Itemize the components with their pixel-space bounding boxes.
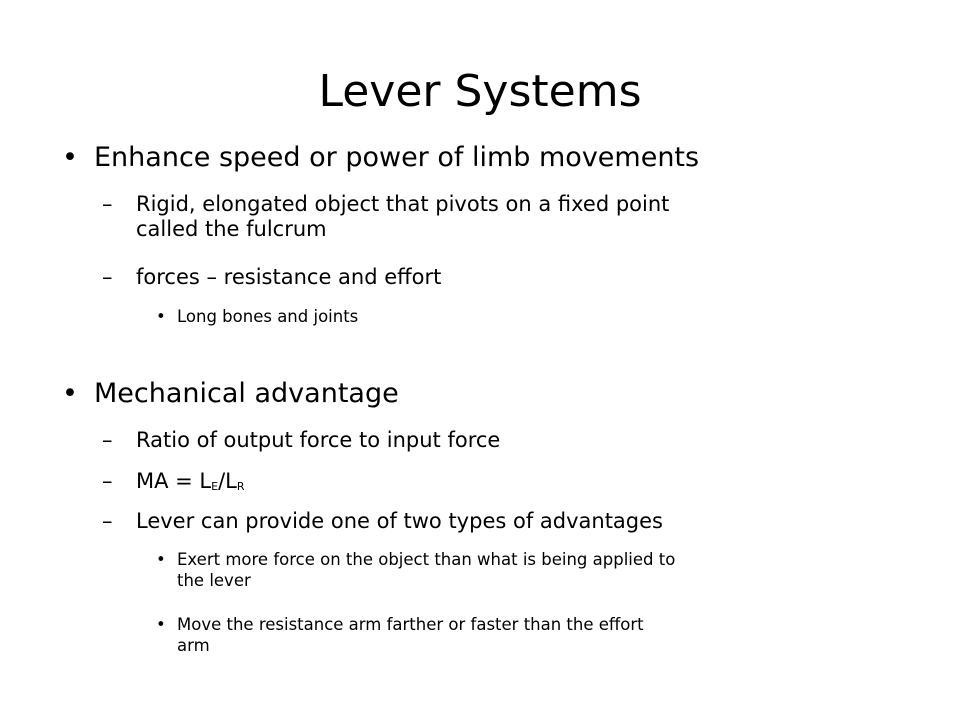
dash-marker: – [102,509,113,533]
sub-sub-item-text: Long bones and joints [177,307,359,326]
formula-subscript-e: E [211,480,219,493]
bullet-marker: • [156,307,166,326]
sub-sub-item-text: Move the resistance arm farther or faster than the effort [177,615,644,634]
ma-formula [136,469,245,494]
dash-marker: – [102,265,113,289]
bullet-marker: • [62,378,78,409]
bullet-marker: • [62,142,78,173]
bullet-marker: • [156,550,166,569]
sub-sub-item-long-bones [156,306,358,327]
sub-item-ma-formula [102,469,245,494]
sub-sub-item-move-resistance [156,614,644,656]
bullet-item-enhance-speed [62,141,699,175]
sub-item-text: Lever can provide one of two types of advantages [136,509,663,533]
slide-title: Lever Systems [318,66,642,117]
sub-sub-item-exert-force [156,549,675,591]
formula-subscript-r: R [236,480,245,493]
bullet-item-mechanical-advantage [62,377,399,411]
sub-item-text-continued: called the fulcrum [136,217,327,241]
bullet-marker: • [156,615,166,634]
formula-divider: /L [218,469,237,493]
sub-item-text: Ratio of output force to input force [136,428,501,452]
bullet-text: Mechanical advantage [94,378,399,409]
bullet-text: Enhance speed or power of limb movements [94,142,700,173]
sub-sub-item-text-continued: the lever [177,571,251,590]
dash-marker: – [102,192,113,216]
sub-item-text: Rigid, elongated object that pivots on a fixed point [136,192,670,216]
dash-marker: – [102,469,113,493]
sub-item-lever-advantages [102,509,663,534]
sub-sub-item-text: Exert more force on the object than what is being applied to [177,550,676,569]
formula-prefix: MA = L [136,469,212,493]
sub-item-ratio [102,428,500,453]
sub-item-text: forces – resistance and effort [136,265,442,289]
sub-item-forces [102,265,441,290]
sub-sub-item-text-continued: arm [177,636,210,655]
dash-marker: – [102,428,113,452]
sub-item-rigid-object [102,192,669,242]
